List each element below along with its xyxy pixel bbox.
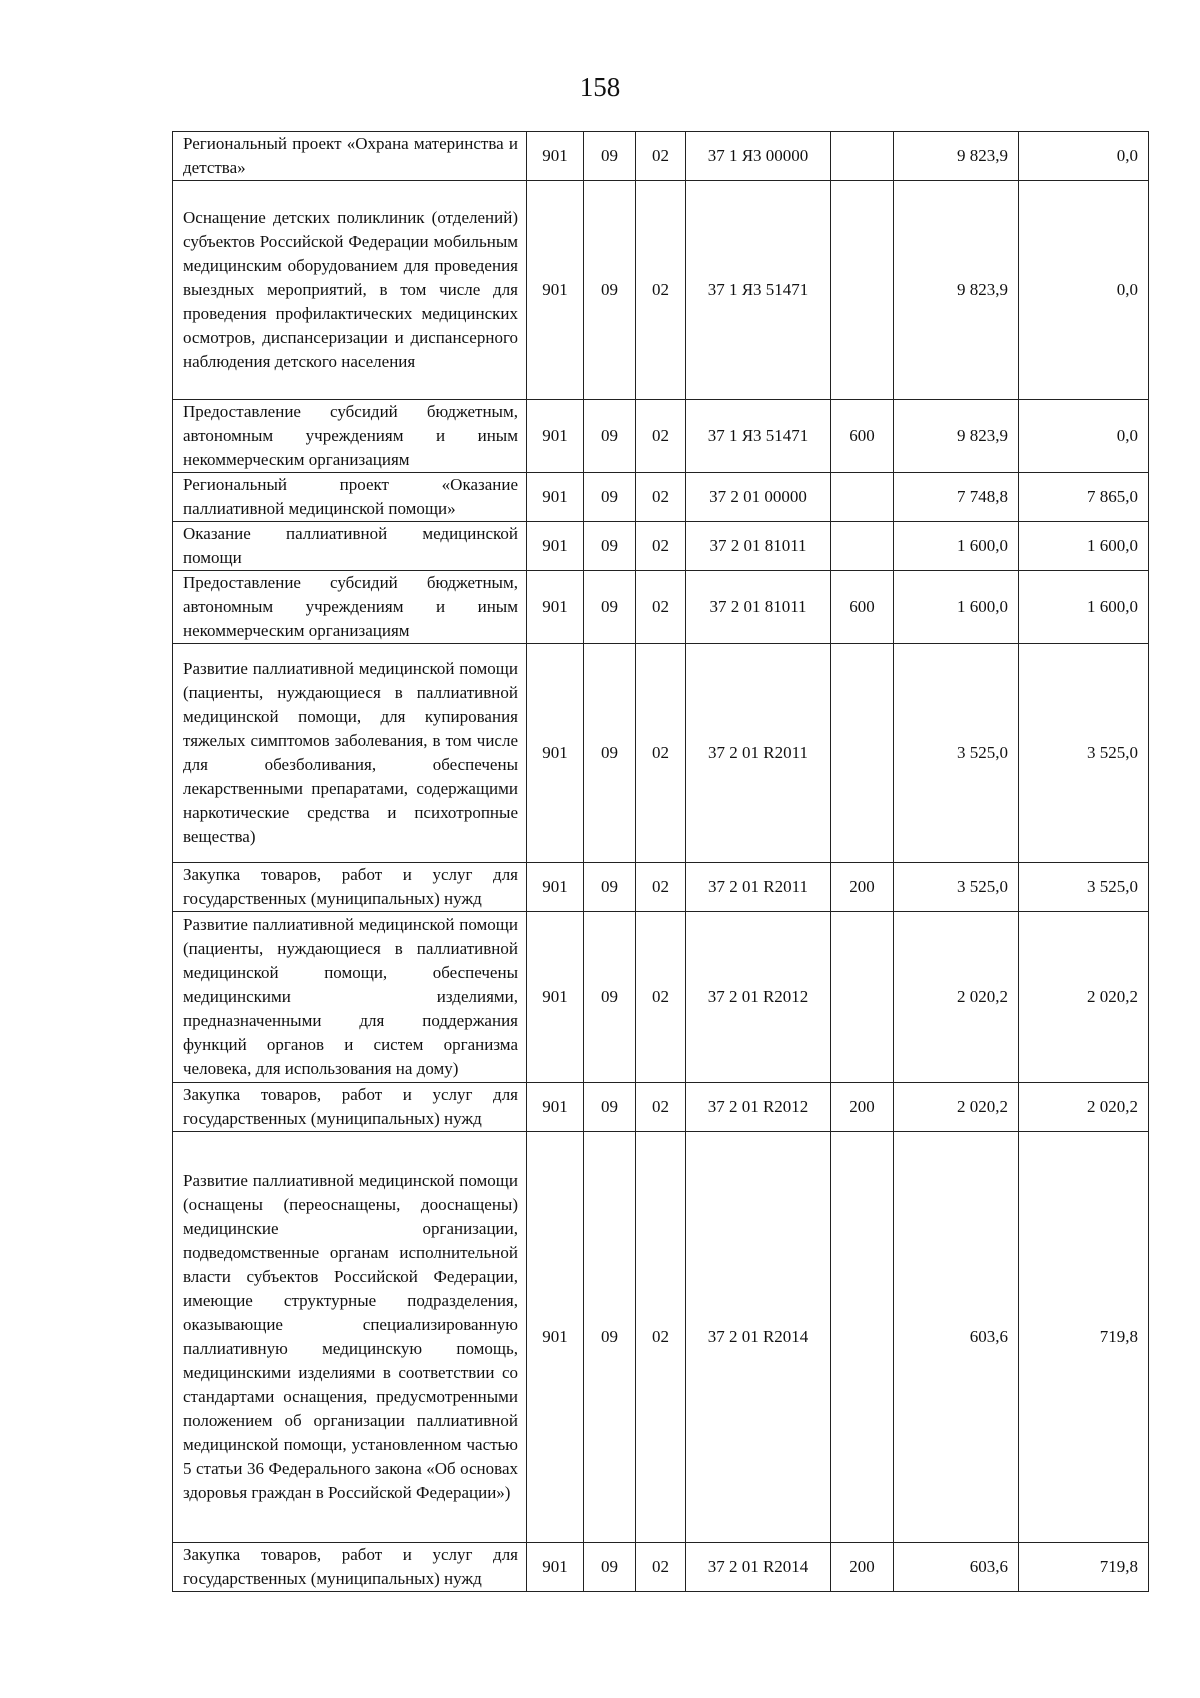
row-description: Оснащение детских поликлиник (отделений) субъектов Российской Федерации мобильным медицинским оборудованием для проведения выездных мероприятий, в том числе для проведения профилактических медицинских осмотров, диспансеризации и диспансерного наблюдения детского населения	[173, 181, 527, 400]
expense-type-code	[831, 522, 894, 571]
expense-type-code: 200	[831, 1083, 894, 1132]
table-row	[173, 863, 1149, 912]
section-code: 09	[584, 1083, 636, 1132]
table-row	[173, 400, 1149, 473]
expense-type-code: 600	[831, 400, 894, 473]
amount-year-1: 1 600,0	[894, 522, 1019, 571]
target-article-code: 37 2 01 81011	[686, 571, 831, 644]
ministry-code: 901	[527, 400, 584, 473]
table-row	[173, 644, 1149, 863]
row-description: Развитие паллиативной медицинской помощи (пациенты, нуждающиеся в паллиативной медицинской помощи, для купирования тяжелых симптомов заболевания, в том числе для обезболивания, обеспечены лекарственными препаратами, содержащими наркотические средства и психотропные вещества)	[173, 644, 527, 863]
expense-type-code	[831, 1132, 894, 1543]
subsection-code: 02	[636, 912, 686, 1083]
amount-year-2: 719,8	[1019, 1543, 1149, 1592]
amount-year-2: 3 525,0	[1019, 863, 1149, 912]
table-row	[173, 181, 1149, 400]
subsection-code: 02	[636, 132, 686, 181]
ministry-code: 901	[527, 912, 584, 1083]
amount-year-2: 0,0	[1019, 400, 1149, 473]
target-article-code: 37 2 01 R2014	[686, 1132, 831, 1543]
table-row	[173, 1543, 1149, 1592]
amount-year-2: 0,0	[1019, 132, 1149, 181]
amount-year-2: 1 600,0	[1019, 571, 1149, 644]
section-code: 09	[584, 644, 636, 863]
budget-table	[172, 131, 1149, 1592]
subsection-code: 02	[636, 571, 686, 644]
expense-type-code	[831, 132, 894, 181]
row-description: Развитие паллиативной медицинской помощи (оснащены (переоснащены, дооснащены) медицинские организации, подведомственные органам исполнительной власти субъектов Российской Федерации, имеющие структурные подразделения, оказывающие специализированную паллиативную медицинскую помощь, медицинскими изделиями в соответствии со стандартами оснащения, предусмотренными положением об организации паллиативной медицинской помощи, установленном частью 5 статьи 36 Федерального закона «Об основах здоровья граждан в Российской Федерации»)	[173, 1132, 527, 1543]
section-code: 09	[584, 400, 636, 473]
expense-type-code: 200	[831, 1543, 894, 1592]
amount-year-1: 603,6	[894, 1132, 1019, 1543]
ministry-code: 901	[527, 522, 584, 571]
table-row	[173, 912, 1149, 1083]
table-row	[173, 571, 1149, 644]
section-code: 09	[584, 522, 636, 571]
row-description: Закупка товаров, работ и услуг для государственных (муниципальных) нужд	[173, 863, 527, 912]
ministry-code: 901	[527, 181, 584, 400]
amount-year-1: 9 823,9	[894, 400, 1019, 473]
ministry-code: 901	[527, 644, 584, 863]
expense-type-code	[831, 181, 894, 400]
ministry-code: 901	[527, 571, 584, 644]
row-description: Региональный проект «Охрана материнства и детства»	[173, 132, 527, 181]
section-code: 09	[584, 863, 636, 912]
target-article-code: 37 1 Я3 51471	[686, 181, 831, 400]
section-code: 09	[584, 571, 636, 644]
target-article-code: 37 1 Я3 00000	[686, 132, 831, 181]
amount-year-2: 719,8	[1019, 1132, 1149, 1543]
expense-type-code: 200	[831, 863, 894, 912]
subsection-code: 02	[636, 1083, 686, 1132]
subsection-code: 02	[636, 473, 686, 522]
subsection-code: 02	[636, 400, 686, 473]
ministry-code: 901	[527, 132, 584, 181]
table-row	[173, 1132, 1149, 1543]
subsection-code: 02	[636, 863, 686, 912]
target-article-code: 37 1 Я3 51471	[686, 400, 831, 473]
amount-year-1: 2 020,2	[894, 1083, 1019, 1132]
ministry-code: 901	[527, 473, 584, 522]
amount-year-1: 7 748,8	[894, 473, 1019, 522]
section-code: 09	[584, 1132, 636, 1543]
section-code: 09	[584, 473, 636, 522]
expense-type-code	[831, 644, 894, 863]
row-description: Закупка товаров, работ и услуг для государственных (муниципальных) нужд	[173, 1543, 527, 1592]
table-row	[173, 1083, 1149, 1132]
amount-year-1: 3 525,0	[894, 863, 1019, 912]
amount-year-2: 3 525,0	[1019, 644, 1149, 863]
row-description: Оказание паллиативной медицинской помощи	[173, 522, 527, 571]
subsection-code: 02	[636, 644, 686, 863]
amount-year-2: 1 600,0	[1019, 522, 1149, 571]
row-description: Развитие паллиативной медицинской помощи (пациенты, нуждающиеся в паллиативной медицинской помощи, обеспечены медицинскими изделиями, предназначенными для поддержания функций органов и систем организма человека, для использования на дому)	[173, 912, 527, 1083]
row-description: Закупка товаров, работ и услуг для государственных (муниципальных) нужд	[173, 1083, 527, 1132]
subsection-code: 02	[636, 1543, 686, 1592]
ministry-code: 901	[527, 1543, 584, 1592]
target-article-code: 37 2 01 00000	[686, 473, 831, 522]
table-row	[173, 132, 1149, 181]
expense-type-code	[831, 912, 894, 1083]
ministry-code: 901	[527, 863, 584, 912]
expense-type-code	[831, 473, 894, 522]
ministry-code: 901	[527, 1083, 584, 1132]
table-row	[173, 473, 1149, 522]
section-code: 09	[584, 912, 636, 1083]
amount-year-2: 2 020,2	[1019, 912, 1149, 1083]
amount-year-1: 603,6	[894, 1543, 1019, 1592]
target-article-code: 37 2 01 R2012	[686, 1083, 831, 1132]
amount-year-1: 3 525,0	[894, 644, 1019, 863]
target-article-code: 37 2 01 R2011	[686, 863, 831, 912]
amount-year-1: 2 020,2	[894, 912, 1019, 1083]
target-article-code: 37 2 01 R2011	[686, 644, 831, 863]
ministry-code: 901	[527, 1132, 584, 1543]
target-article-code: 37 2 01 R2012	[686, 912, 831, 1083]
amount-year-2: 7 865,0	[1019, 473, 1149, 522]
amount-year-1: 9 823,9	[894, 132, 1019, 181]
amount-year-1: 1 600,0	[894, 571, 1019, 644]
section-code: 09	[584, 1543, 636, 1592]
amount-year-2: 0,0	[1019, 181, 1149, 400]
row-description: Предоставление субсидий бюджетным, автономным учреждениям и иным некоммерческим организациям	[173, 571, 527, 644]
table-row	[173, 522, 1149, 571]
amount-year-1: 9 823,9	[894, 181, 1019, 400]
target-article-code: 37 2 01 81011	[686, 522, 831, 571]
row-description: Предоставление субсидий бюджетным, автономным учреждениям и иным некоммерческим организациям	[173, 400, 527, 473]
page-number: 158	[579, 72, 621, 102]
section-code: 09	[584, 132, 636, 181]
subsection-code: 02	[636, 181, 686, 400]
section-code: 09	[584, 181, 636, 400]
target-article-code: 37 2 01 R2014	[686, 1543, 831, 1592]
subsection-code: 02	[636, 522, 686, 571]
subsection-code: 02	[636, 1132, 686, 1543]
expense-type-code: 600	[831, 571, 894, 644]
amount-year-2: 2 020,2	[1019, 1083, 1149, 1132]
row-description: Региональный проект «Оказание паллиативной медицинской помощи»	[173, 473, 527, 522]
